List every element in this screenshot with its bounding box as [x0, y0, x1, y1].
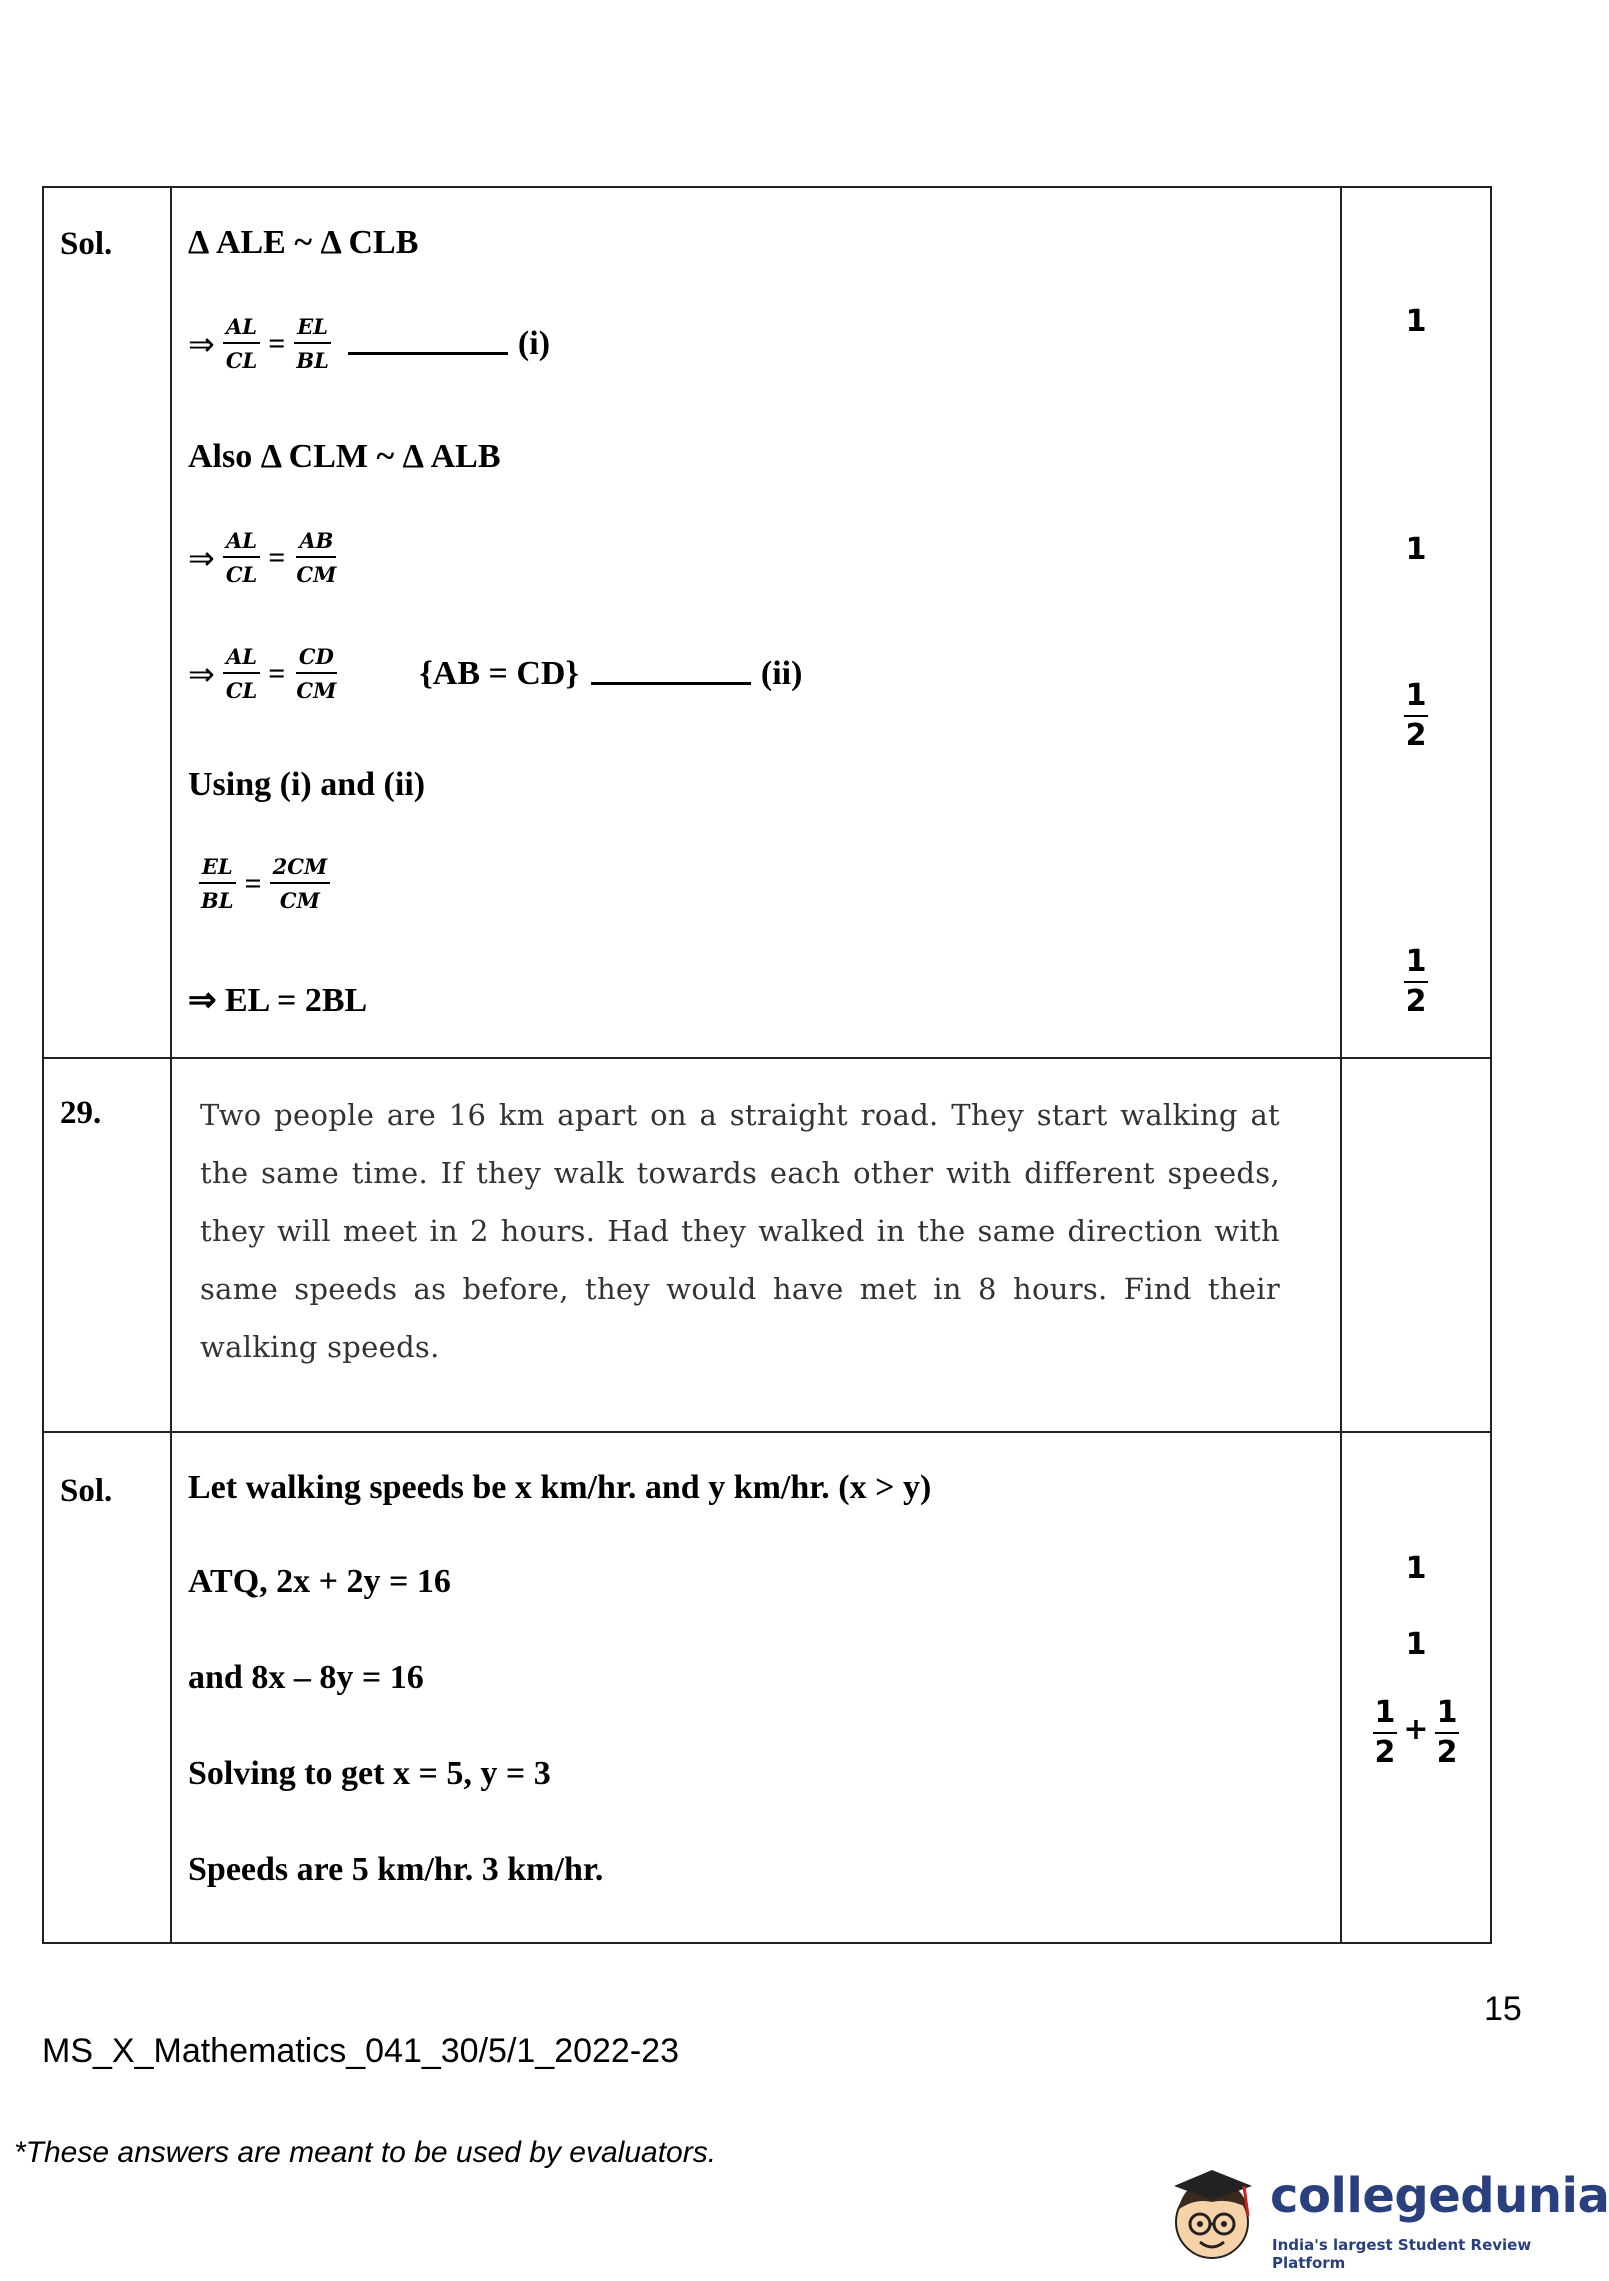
brand-tagline: India's largest Student Review Platform [1272, 2236, 1532, 2272]
mark-value [1342, 678, 1490, 751]
implies-symbol: ⇒ [188, 538, 215, 577]
page-number: 15 [1484, 1990, 1522, 2028]
condition-note: {AB = CD} [419, 654, 579, 692]
table-row [43, 187, 1491, 1058]
evaluator-note: *These answers are meant to be used by evaluators. [14, 2136, 717, 2169]
sol-label: Sol. [60, 1473, 113, 1509]
solution-cell [171, 187, 1341, 1058]
solution-line: Also Δ CLM ~ Δ ALB [188, 438, 501, 475]
fraction: $\frac{CD}{CM}$ [296, 644, 337, 703]
implies-symbol: ⇒ [188, 654, 215, 693]
fraction: $\frac{AL}{CL}$ [223, 316, 260, 371]
marks-cell [1341, 1432, 1491, 1943]
mark-value: 1 [1405, 1551, 1427, 1586]
solution-line: Δ ALE ~ Δ CLB [188, 224, 419, 261]
fraction: $\frac{2CM}{CM}$ [270, 856, 331, 911]
table-row [43, 1432, 1491, 1943]
brand-name: collegedunia [1270, 2168, 1609, 2224]
brand-logo [1160, 2150, 1609, 2272]
mark-value [1342, 944, 1490, 1017]
answer-rule [348, 352, 508, 355]
mark-value: 1 [1405, 532, 1427, 567]
solution-line: Solving to get x = 5, y = 3 [188, 1755, 551, 1792]
solution-line: Let walking speeds be x km/hr. and y km/hr. (x > y) [188, 1469, 932, 1506]
mark-value [1342, 1695, 1490, 1768]
half-mark: $\frac{1}{2}$ [1405, 678, 1427, 753]
split-mark: 1 2 + $\frac{1}{2}$ [1374, 1695, 1458, 1770]
fraction: $\frac{AL}{CL}$ [223, 530, 260, 585]
equation-tag: (ii) [760, 654, 803, 692]
answer-rule [591, 682, 751, 685]
solution-equation: ⇒ $\frac{AL}{CL}$ = $\frac{EL}{BL}$ (i) [188, 314, 551, 373]
marks-cell [1341, 1058, 1491, 1432]
document-code: MS_X_Mathematics_041_30/5/1_2022-23 [42, 2032, 679, 2070]
fraction: $\frac{AB}{CM}$ [296, 528, 337, 587]
question-number: 29. [60, 1095, 102, 1131]
fraction: $\frac{EL}{BL}$ [198, 856, 237, 911]
fraction: $\frac{AL}{CL}$ [223, 646, 260, 701]
mark-value: 1 [1405, 304, 1427, 339]
sol-label: Sol. [60, 226, 113, 262]
half-mark: $\frac{1}{2}$ [1405, 944, 1427, 1019]
solution-line: Using (i) and (ii) [188, 766, 426, 803]
solution-line: and 8x – 8y = 16 [188, 1659, 424, 1696]
fraction: $\frac{EL}{BL}$ [293, 316, 332, 371]
solution-cell [171, 1432, 1341, 1943]
mark-value: 1 [1405, 1627, 1427, 1662]
solution-equation: $\frac{EL}{BL}$ = $\frac{2CM}{CM}$ [194, 856, 334, 911]
label-cell [43, 187, 171, 1058]
label-cell [43, 1432, 171, 1943]
solution-line: ATQ, 2x + 2y = 16 [188, 1563, 451, 1600]
label-cell [43, 1058, 171, 1432]
implies-symbol: ⇒ [188, 324, 215, 363]
mascot-icon [1160, 2150, 1265, 2270]
equation-tag: (i) [517, 324, 551, 362]
solution-equation: ⇒ $\frac{AL}{CL}$ = $\frac{AB}{CM}$ [188, 530, 343, 585]
solution-line: ⇒ EL = 2BL [188, 982, 368, 1019]
question-text: Two people are 16 km apart on a straight road. They start walking at the same time. If they walk towards each other with different speeds, they will meet in 2 hours. Had they walked in the same direction with same speeds as before, they would have met in 8 hours. Find their walking speeds. [200, 1098, 1280, 1364]
marking-scheme-table [42, 186, 1492, 1944]
marks-cell [1341, 187, 1491, 1058]
solution-line: Speeds are 5 km/hr. 3 km/hr. [188, 1851, 604, 1888]
solution-equation: ⇒ $\frac{AL}{CL}$ = $\frac{CD}{CM}$ {AB = CD} (ii) [188, 644, 803, 703]
